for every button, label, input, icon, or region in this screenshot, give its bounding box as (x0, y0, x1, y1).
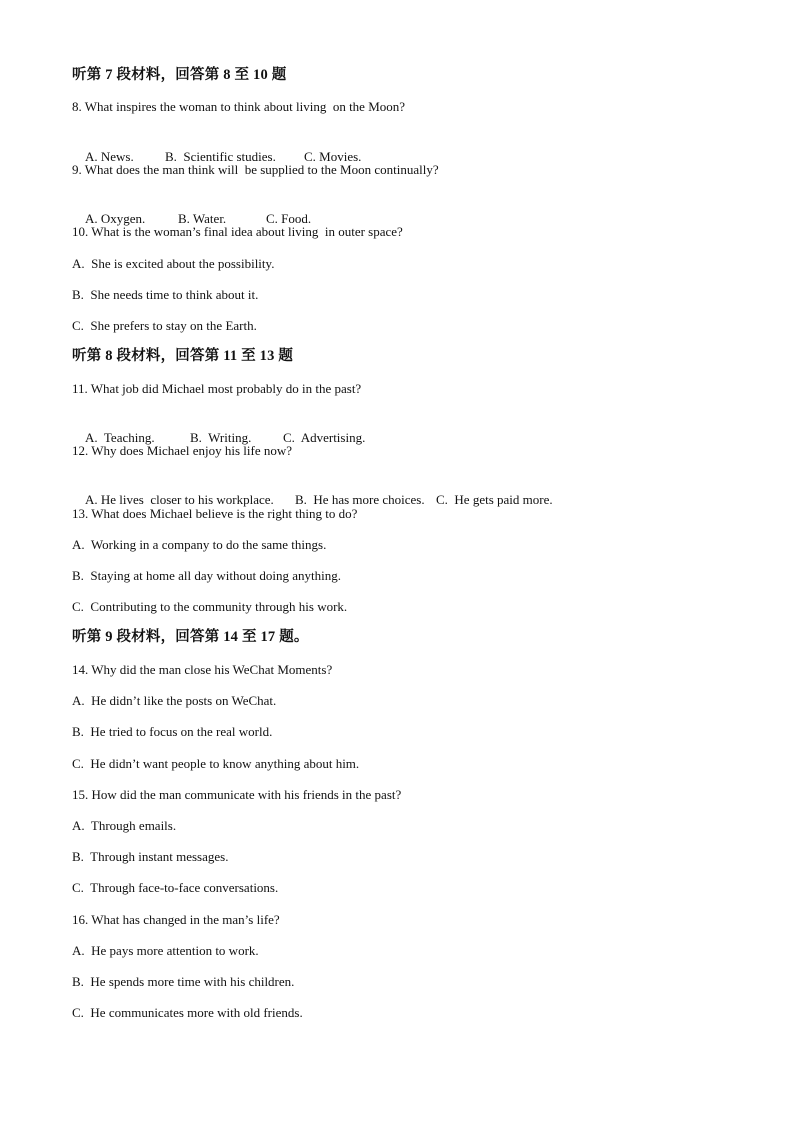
option-b: B. He has more choices. (295, 492, 425, 507)
question-13-option-c: C. Contributing to the community through his work. (72, 599, 348, 614)
option-a: A. He lives closer to his workplace. (85, 492, 274, 507)
question-15-option-b: B. Through instant messages. (72, 849, 229, 864)
option-b: B. Scientific studies. (165, 149, 276, 164)
option-b: B. Water. (178, 211, 227, 226)
section-heading-3: 听第 9 段材料，回答第 14 至 17 题。 (72, 629, 309, 645)
option-c: C. He gets paid more. (436, 492, 553, 507)
question-13-option-a: A. Working in a company to do the same things. (72, 537, 327, 552)
question-16-option-c: C. He communicates more with old friends. (72, 1005, 303, 1020)
question-16-stem: 16. What has changed in the man’s life? (72, 912, 280, 927)
option-a: A. News. (85, 149, 134, 164)
question-15-stem: 15. How did the man communicate with his friends in the past? (72, 787, 402, 802)
question-14-option-c: C. He didn’t want people to know anything about him. (72, 756, 360, 771)
question-13-stem: 13. What does Michael believe is the right thing to do? (72, 506, 358, 521)
question-13-option-b: B. Staying at home all day without doing anything. (72, 568, 342, 583)
question-16-option-a: A. He pays more attention to work. (72, 943, 259, 958)
question-14-option-b: B. He tried to focus on the real world. (72, 724, 273, 739)
option-c: C. Movies. (304, 149, 362, 164)
option-b: B. Writing. (190, 430, 252, 445)
option-a: A. Oxygen. (85, 211, 146, 226)
question-10-option-a: A. She is excited about the possibility. (72, 256, 275, 271)
question-10-option-c: C. She prefers to stay on the Earth. (72, 318, 257, 333)
question-15-option-c: C. Through face-to-face conversations. (72, 880, 279, 895)
question-16-option-b: B. He spends more time with his children. (72, 974, 295, 989)
question-15-option-a: A. Through emails. (72, 818, 177, 833)
section-heading-1: 听第 7 段材料，回答第 8 至 10 题 (72, 67, 287, 83)
option-a: A. Teaching. (85, 430, 155, 445)
question-11-stem: 11. What job did Michael most probably do in the past? (72, 381, 362, 396)
question-8-stem: 8. What inspires the woman to think about living on the Moon? (72, 99, 406, 114)
option-c: C. Food. (266, 211, 312, 226)
question-12-stem: 12. Why does Michael enjoy his life now? (72, 443, 292, 458)
section-heading-2: 听第 8 段材料，回答第 11 至 13 题 (72, 348, 294, 364)
question-9-stem: 9. What does the man think will be supplied to the Moon continually? (72, 162, 439, 177)
question-10-stem: 10. What is the woman’s final idea about living in outer space? (72, 224, 403, 239)
option-c: C. Advertising. (283, 430, 366, 445)
question-10-option-b: B. She needs time to think about it. (72, 287, 259, 302)
question-14-option-a: A. He didn’t like the posts on WeChat. (72, 693, 277, 708)
question-14-stem: 14. Why did the man close his WeChat Moments? (72, 662, 333, 677)
